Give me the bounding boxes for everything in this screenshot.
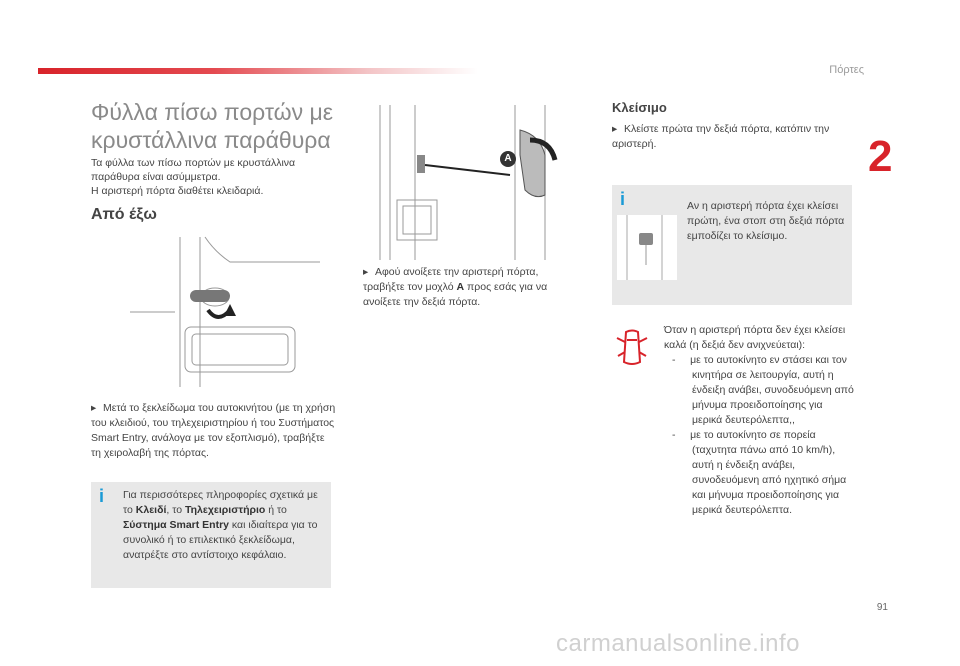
outside-info-text: Για περισσότερες πληροφορίες σχετικά με το Κλειδί, το Τηλεχειριστήριο ή το Σύστημα Smart Entry και ιδιαίτερα για το συνολικό ή το επιλεκτικό ξεκλείδωμα, ανατρέξτε στο αντίστοιχο κεφάλαιο.	[123, 489, 318, 561]
door-stop-illustration	[617, 215, 677, 280]
door-handle-illustration	[120, 232, 335, 392]
intro-line: Η αριστερή πόρτα διαθέτει κλειδαριά.	[91, 185, 264, 197]
outside-info-box	[91, 482, 331, 588]
arrow-bullet-icon: ▸	[91, 402, 97, 414]
closing-step-text: Κλείστε πρώτα την δεξιά πόρτα, κατόπιν την αριστερή.	[612, 123, 830, 150]
closing-info-text: Αν η αριστερή πόρτα έχει κλείσει πρώτη, ένα στοπ στη δεξιά πόρτα εμποδίζει το κλείσιμο.	[687, 200, 845, 242]
intro-text	[91, 156, 341, 198]
arrow-bullet-icon: ▸	[363, 266, 369, 278]
lever-illustration	[375, 100, 575, 265]
intro-line: Τα φύλλα των πίσω πορτών με κρυστάλλινα παράθυρα είναι ασύμμετρα.	[91, 157, 296, 183]
chapter-number: 2	[868, 132, 893, 181]
closing-heading: Κλείσιμο	[612, 100, 667, 115]
warning-item: - με το αυτοκίνητο εν στάσει και τον κινητήρα σε λειτουργία, αυτή η ένδειξη ανάβει, συνοδευόμενη από μήνυμα προειδοποίησης για μερικά δευτερόλεπτα,,	[672, 354, 854, 426]
warning-text	[664, 323, 854, 518]
page-title: Φύλλα πίσω πορτών με κρυστάλλινα παράθυρα	[91, 99, 333, 153]
arrow-bullet-icon: ▸	[612, 123, 618, 135]
section-title: Πόρτες	[829, 64, 864, 76]
warning-item: - με το αυτοκίνητο σε πορεία (ταχυτητα πάνω από 10 km/h), αυτή η ένδειξη ανάβει, συνοδευόμενη από ηχητικό σήμα και μήνυμα προειδοποίησης για μερικά δευτερόλεπτα.	[672, 429, 847, 516]
callout-a-badge: A	[500, 151, 516, 167]
closing-step	[612, 122, 842, 152]
warning-intro: Όταν η αριστερή πόρτα δεν έχει κλείσει καλά (η δεξιά δεν ανιχνεύεται):	[664, 324, 846, 351]
door-handle-drawing	[120, 232, 335, 392]
info-icon: i	[620, 189, 626, 209]
middle-step: ▸ Αφού ανοίξετε την αριστερή πόρτα, τραβήξτε τον μοχλό A προς εσάς για να ανοίξετε την δεξιά πόρτα.	[363, 266, 548, 308]
car-doors-icon	[612, 328, 652, 368]
door-stop-drawing	[617, 215, 677, 280]
outside-step-text: Μετά το ξεκλείδωμα του αυτοκινήτου (με τη χρήση του κλειδιού, του τηλεχειριστηρίου ή του Συστήματος Smart Entry, ανάλογα με τον εξοπλισμό), τραβήξτε τη χειρολαβή της πόρτας.	[91, 402, 336, 459]
watermark: carmanualsonline.info	[556, 630, 800, 657]
outside-step	[91, 401, 336, 461]
outside-heading: Από έξω	[91, 206, 157, 223]
header-bar	[38, 68, 478, 74]
lever-drawing	[375, 100, 575, 265]
page-number: 91	[876, 602, 888, 613]
closing-info-box	[612, 185, 852, 305]
door-open-warning-icon	[612, 328, 652, 368]
info-icon: i	[99, 486, 105, 506]
